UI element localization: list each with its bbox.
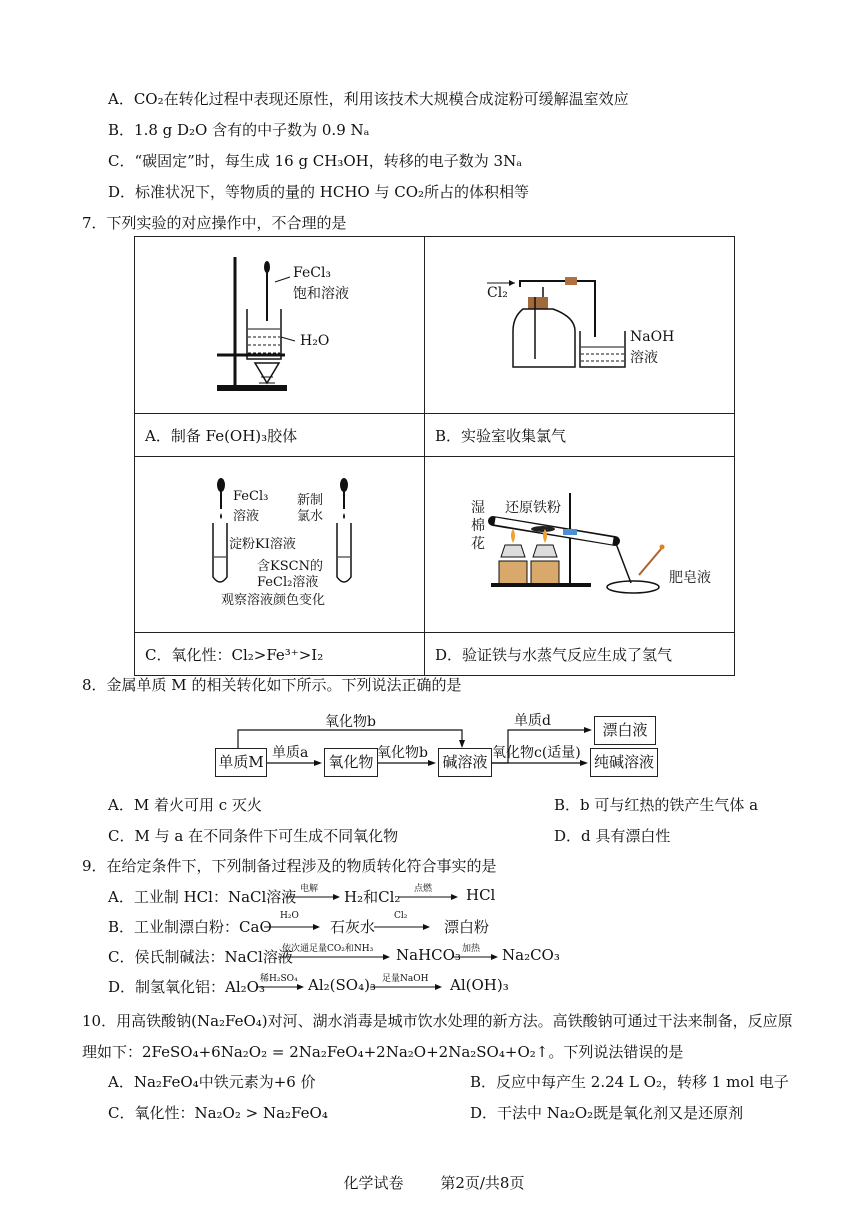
figA-label-fecl3: FeCl₃ — [293, 265, 332, 281]
q8-box-bleach: 漂白液 — [594, 716, 656, 745]
q8-option-b: B．b 可与红热的铁产生气体 a — [554, 796, 759, 814]
q8-transform-arrows — [0, 700, 868, 790]
q7-caption-c: C．氧化性：Cl₂>Fe³⁺>I₂ — [135, 633, 425, 676]
figD-label-iron-powder: 还原铁粉 — [505, 500, 561, 516]
figC-label-starch-ki: 淀粉KI溶液 — [229, 537, 296, 552]
q9-b-start: B．工业制漂白粉：CaO — [108, 918, 272, 936]
q8-option-a: A．M 着火可用 c 灭火 — [108, 796, 262, 814]
figC-label-fecl2: FeCl₂溶液 — [257, 575, 319, 590]
q7-figure-d — [425, 457, 735, 633]
q9-d-mid: Al₂(SO₄)₃ — [308, 976, 376, 994]
q10-option-b: B．反应中每产生 2.24 L O₂，转移 1 mol 电子 — [470, 1073, 789, 1091]
q9-a-end: HCl — [466, 886, 496, 904]
q8-box-base-solution: 碱溶液 — [438, 748, 492, 777]
colloid-apparatus-diagram — [135, 237, 424, 409]
q9-b-cond2: Cl₂ — [394, 911, 408, 921]
figC-label-fecl3: FeCl₃ — [233, 489, 269, 504]
figB-label-cl2: Cl₂ — [487, 285, 508, 301]
q10-stem-line1: 10．用高铁酸钠(Na₂FeO₄)对河、湖水消毒是城市饮水处理的新方法。高铁酸钠可通过干法来制备，反应原 — [82, 1012, 793, 1030]
footer-page-number: 第2页/共8页 — [440, 1174, 525, 1192]
q10-stem-line2: 理如下：2FeSO₄+6Na₂O₂ = 2Na₂FeO₄+2Na₂O+2Na₂SO₄+O₂↑。下列说法错误的是 — [82, 1043, 684, 1061]
q7-caption-a: A．制备 Fe(OH)₃胶体 — [135, 414, 425, 457]
q9-a-cond1: 电解 — [300, 884, 319, 894]
footer-subject: 化学试卷 — [343, 1174, 404, 1192]
q8-arrow-b: 氧化物b — [377, 745, 428, 761]
figD-label-wet: 湿 — [471, 500, 485, 516]
q8-option-d: D．d 具有漂白性 — [554, 827, 671, 845]
q9-a-start: A．工业制 HCl：NaCl溶液 — [108, 888, 297, 906]
q10-option-a: A．Na₂FeO₄中铁元素为+6 价 — [108, 1073, 316, 1091]
q9-d-start: D．制氢氧化铝：Al₂O₃ — [108, 978, 265, 996]
gas-collection-diagram — [425, 237, 734, 409]
figC-label-observe: 观察溶液颜色变化 — [221, 593, 326, 608]
figB-label-solution: 溶液 — [630, 350, 658, 366]
figD-label-flower: 花 — [471, 536, 485, 552]
q7-caption-b: B．实验室收集氯气 — [425, 414, 735, 457]
q8-box-oxide: 氧化物 — [324, 748, 378, 777]
q8-arrow-c: 氧化物c(适量) — [492, 745, 581, 761]
figC-label-kscn: 含KSCN的 — [257, 559, 323, 574]
q9-c-cond2: 加热 — [462, 944, 481, 954]
q9-c-cond1: 依次通足量CO₂和NH₃ — [282, 944, 374, 954]
q8-stem: 8．金属单质 M 的相关转化如下所示。下列说法正确的是 — [82, 676, 462, 694]
q7-figure-a — [135, 237, 425, 414]
q8-arrow-a: 单质a — [272, 745, 309, 761]
q9-c-start: C．侯氏制碱法：NaCl溶液 — [108, 948, 293, 966]
q9-b-cond1: H₂O — [280, 911, 299, 921]
q6-option-d: D．标准状况下，等物质的量的 HCHO 与 CO₂所占的体积相等 — [108, 183, 530, 201]
q6-option-a: A．CO₂在转化过程中表现还原性，利用该技术大规模合成淀粉可缓解温室效应 — [108, 90, 629, 108]
q9-d-cond1: 稀H₂SO₄ — [260, 974, 298, 984]
figD-label-cotton: 棉 — [471, 518, 485, 534]
q8-arrow-d: 单质d — [514, 713, 551, 729]
q6-option-c: C．“碳固定”时，每生成 16 g CH₃OH，转移的电子数为 3Nₐ — [108, 152, 522, 170]
q7-stem: 7．下列实验的对应操作中，不合理的是 — [82, 214, 347, 232]
q8-arrow-b-top: 氧化物b — [325, 714, 376, 730]
q8-box-metal-m: 单质M — [215, 748, 267, 777]
figC-label-chlorine-water: 氯水 — [297, 509, 324, 524]
q9-d-cond2: 足量NaOH — [382, 974, 429, 984]
q7-figure-c — [135, 457, 425, 633]
q7-figure-b — [425, 237, 735, 414]
q9-stem: 9．在给定条件下，下列制备过程涉及的物质转化符合事实的是 — [82, 857, 497, 875]
q9-b-mid: 石灰水 — [330, 918, 376, 936]
q8-box-soda: 纯碱溶液 — [590, 748, 658, 777]
q9-c-end: Na₂CO₃ — [502, 946, 560, 964]
q9-a-mid: H₂和Cl₂ — [344, 888, 401, 906]
q9-b-end: 漂白粉 — [444, 918, 490, 936]
q7-experiment-table — [134, 236, 735, 676]
figB-label-naoh: NaOH — [630, 329, 675, 345]
q10-option-d: D．干法中 Na₂O₂既是氧化剂又是还原剂 — [470, 1104, 744, 1122]
q9-c-mid: NaHCO₃ — [396, 946, 461, 964]
figC-label-fresh: 新制 — [297, 493, 324, 508]
figD-label-soap: 肥皂液 — [669, 570, 711, 586]
figA-label-saturated: 饱和溶液 — [293, 286, 349, 302]
q10-option-c: C．氧化性：Na₂O₂ > Na₂FeO₄ — [108, 1104, 328, 1122]
figA-label-water: H₂O — [300, 333, 330, 349]
q8-option-c: C．M 与 a 在不同条件下可生成不同氧化物 — [108, 827, 399, 845]
q6-option-b: B．1.8 g D₂O 含有的中子数为 0.9 Nₐ — [108, 121, 370, 139]
q9-d-end: Al(OH)₃ — [450, 976, 509, 994]
q9-a-cond2: 点燃 — [414, 884, 433, 894]
figC-label-solution: 溶液 — [233, 509, 260, 524]
page-footer — [0, 1172, 868, 1193]
q7-caption-d: D．验证铁与水蒸气反应生成了氢气 — [425, 633, 735, 676]
